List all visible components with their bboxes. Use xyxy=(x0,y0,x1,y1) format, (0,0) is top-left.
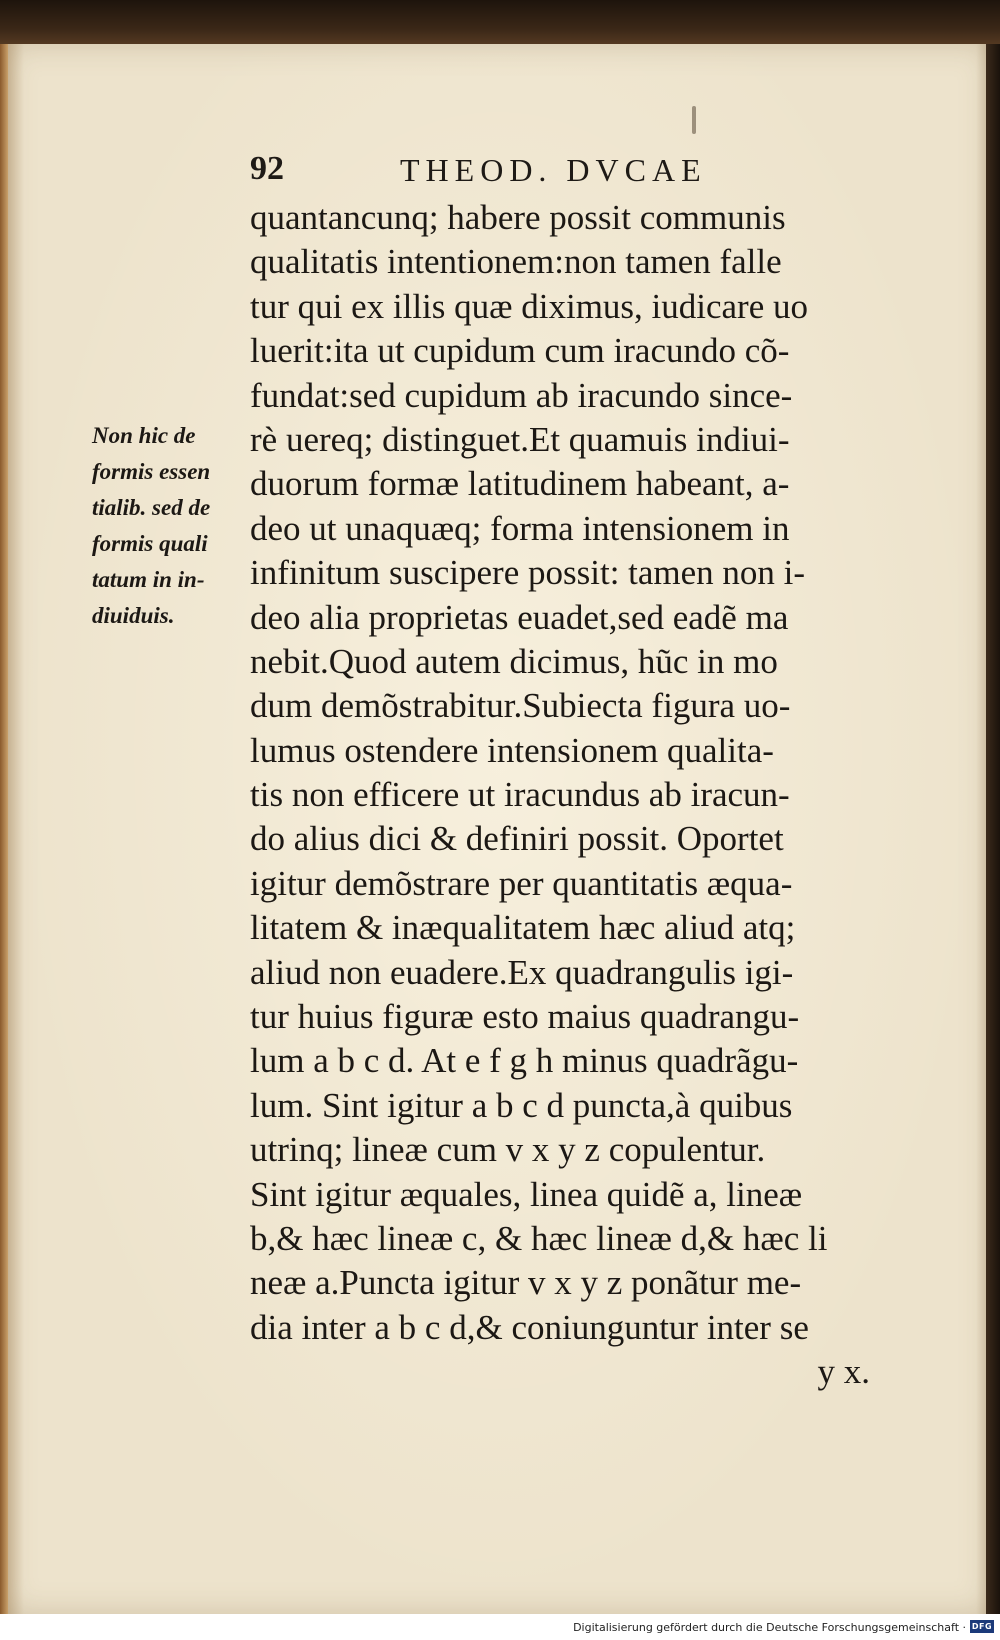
text-line: neæ a.Puncta igitur v x y z ponãtur me- xyxy=(250,1263,802,1303)
text-line: lumus ostendere intensionem qualita- xyxy=(250,730,774,770)
marginal-line: formis essen xyxy=(92,459,211,484)
body-text xyxy=(250,196,930,1395)
catchword: y x. xyxy=(817,1352,870,1392)
marginal-line: Non hic de xyxy=(92,423,196,448)
text-line: tis non efficere ut iracundus ab iracun- xyxy=(250,775,790,815)
running-head: THEOD. DVCAE xyxy=(400,152,707,188)
text-line: tur qui ex illis quæ diximus, iudicare uo xyxy=(250,286,809,326)
text-line: do alius dici & definiri possit. Oportet xyxy=(250,819,784,859)
marginal-line: formis quali xyxy=(92,531,208,556)
text-line: utrinq; lineæ cum v x y z copulentur. xyxy=(250,1130,766,1170)
text-line: fundat:sed cupidum ab iracundo since- xyxy=(250,375,793,415)
text-line: nebit.Quod autem dicimus, hũc in mo xyxy=(250,641,778,681)
page-right-edge xyxy=(986,44,1000,1614)
text-line: deo ut unaquæq; forma intensionem in xyxy=(250,508,790,548)
text-line: lum a b c d. At e f g h minus quadrãgu- xyxy=(250,1041,799,1081)
text-line: infinitum suscipere possit: tamen non i- xyxy=(250,553,806,593)
text-line: aliud non euadere.Ex quadrangulis igi- xyxy=(250,952,794,992)
text-line: Sint igitur æquales, linea quidẽ a, lineæ xyxy=(250,1174,803,1214)
marginal-note xyxy=(92,418,242,634)
book-binding xyxy=(0,0,1000,48)
marginal-line: tatum in in- xyxy=(92,567,205,592)
page-number: 92 xyxy=(250,150,284,187)
text-line: luerit:ita ut cupidum cum iracundo cõ- xyxy=(250,331,790,371)
text-line: duorum formæ latitudinem habeant, a- xyxy=(250,464,790,504)
page-header xyxy=(250,150,850,190)
text-line: deo alia proprietas euadet,sed eadẽ ma xyxy=(250,597,789,637)
dfg-logo: DFG xyxy=(971,1622,993,1631)
text-line: litatem & inæqualitatem hæc aliud atq; xyxy=(250,908,796,948)
text-line: tur huius figuræ esto maius quadrangu- xyxy=(250,997,800,1037)
text-line: dia inter a b c d,& coniunguntur inter se xyxy=(250,1307,809,1347)
text-line: dum demõstrabitur.Subiecta figura uo- xyxy=(250,686,791,726)
marginal-line: diuiduis. xyxy=(92,603,175,628)
text-line: igitur demõstrare per quantitatis æqua- xyxy=(250,863,793,903)
marginal-line: tialib. sed de xyxy=(92,495,211,520)
text-line: qualitatis intentionem:non tamen falle xyxy=(250,242,782,282)
text-line: rè uereq; distinguet.Et quamuis indiui- xyxy=(250,419,790,459)
page-left-edge xyxy=(0,44,8,1614)
ink-mark xyxy=(692,106,696,134)
text-line: quantancunq; habere possit communis xyxy=(250,198,786,237)
text-line: b,& hæc lineæ c, & hæc lineæ d,& hæc li xyxy=(250,1218,828,1258)
digitization-credit: Digitalisierung gefördert durch die Deutsche Forschungsgemeinschaft · xyxy=(573,1621,966,1634)
text-line: lum. Sint igitur a b c d puncta,à quibus xyxy=(250,1085,793,1125)
